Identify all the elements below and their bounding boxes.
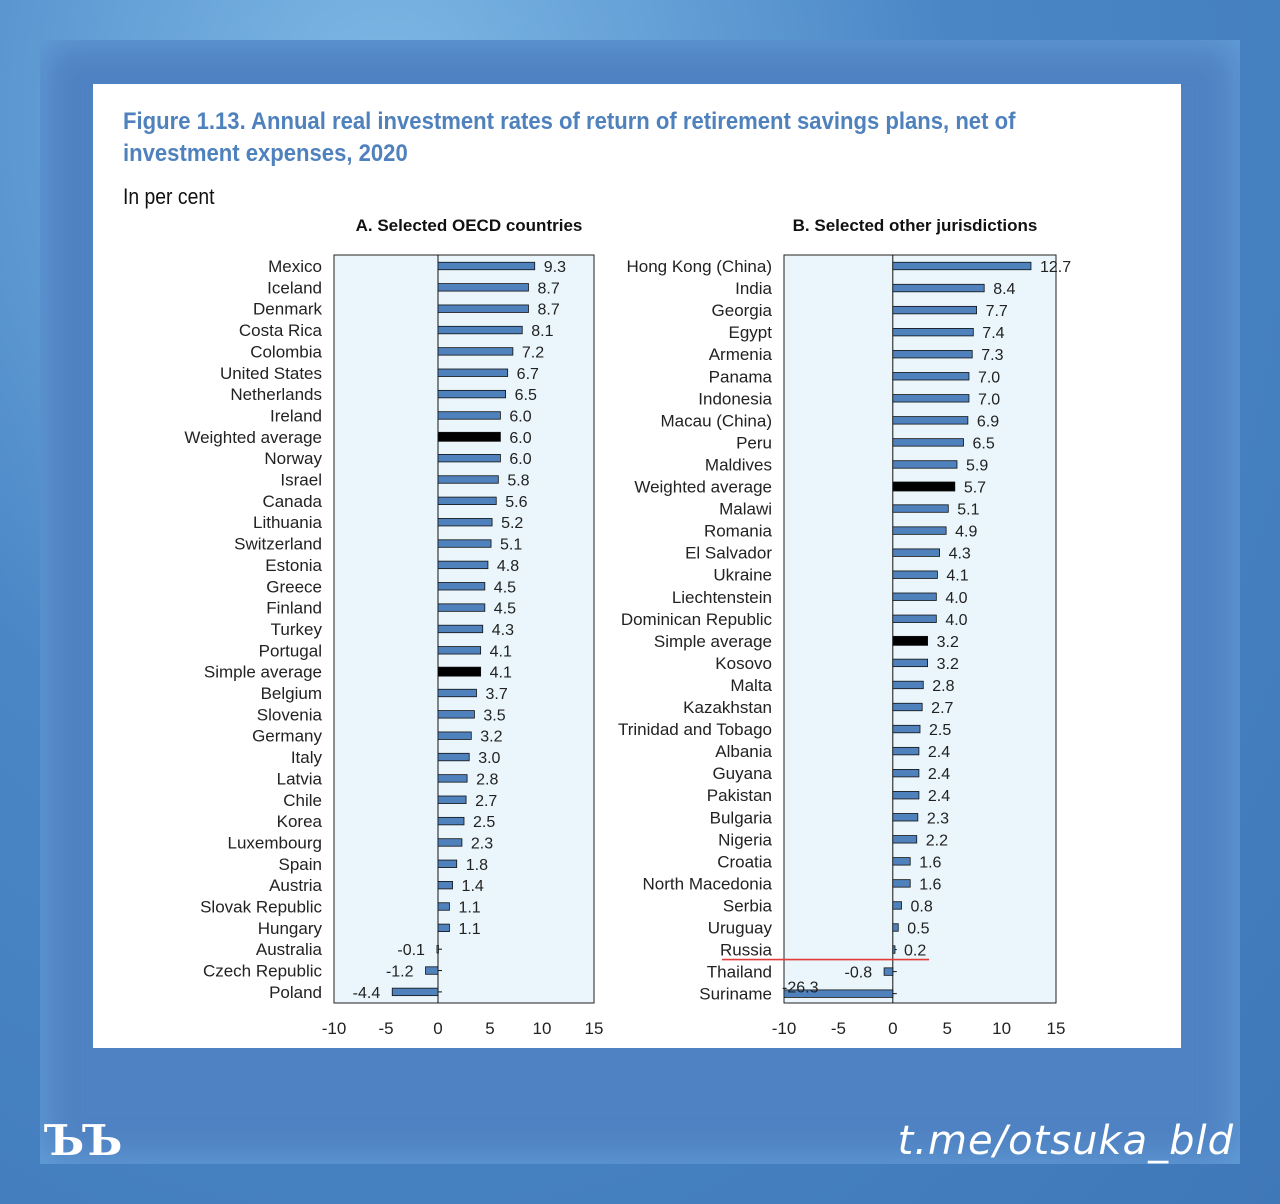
category-label-1-28: North Macedonia <box>642 874 772 894</box>
category-label-0-19: Simple average <box>203 662 322 682</box>
bar-0-16 <box>438 604 485 612</box>
value-label-0-2: 8.7 <box>537 301 560 319</box>
category-label-0-16: Finland <box>266 598 322 618</box>
bar-0-33 <box>426 967 438 975</box>
category-label-0-26: Korea <box>276 812 322 832</box>
value-label-1-4: 7.3 <box>981 347 1004 365</box>
value-label-1-10: 5.7 <box>963 479 987 497</box>
value-label-1-28: 1.6 <box>919 876 942 894</box>
value-label-0-22: 3.2 <box>480 728 503 746</box>
bar-1-4 <box>893 350 972 358</box>
value-label-1-24: 2.4 <box>927 788 951 806</box>
value-label-0-19: 4.1 <box>489 664 512 682</box>
bar-0-5 <box>438 369 508 377</box>
x-tick-label-0-0: -10 <box>321 1019 347 1038</box>
value-label-1-21: 2.5 <box>929 722 952 740</box>
category-label-0-33: Czech Republic <box>202 961 322 981</box>
value-label-1-15: 4.0 <box>945 589 968 607</box>
value-label-0-21: 3.5 <box>483 707 506 725</box>
bar-1-21 <box>893 725 920 733</box>
value-label-1-30: 0.5 <box>907 920 930 938</box>
bar-0-32 <box>437 945 439 953</box>
bar-1-29 <box>893 902 902 910</box>
bar-1-31 <box>893 946 895 954</box>
category-label-1-27: Croatia <box>717 852 772 872</box>
category-label-0-15: Greece <box>266 577 322 597</box>
category-label-1-20: Kazakhstan <box>683 698 772 717</box>
value-label-1-31: 0.2 <box>903 942 927 960</box>
panel-title-1: B. Selected other jurisdictions <box>792 216 1038 235</box>
value-label-0-1: 8.7 <box>537 280 560 298</box>
value-label-1-8: 6.5 <box>972 435 995 453</box>
category-label-1-3: Egypt <box>728 323 772 343</box>
bar-1-27 <box>893 858 910 866</box>
bar-0-18 <box>438 647 481 655</box>
category-label-1-6: Indonesia <box>698 389 772 409</box>
category-label-0-17: Turkey <box>270 619 322 639</box>
category-label-0-14: Estonia <box>265 555 322 575</box>
bar-0-24 <box>438 775 467 783</box>
bar-0-10 <box>438 476 498 484</box>
bar-0-0 <box>438 262 535 270</box>
category-label-1-33: Suriname <box>699 984 772 1004</box>
bar-1-9 <box>893 461 957 469</box>
bar-0-28 <box>438 860 457 868</box>
bar-0-12 <box>438 518 492 526</box>
value-label-0-17: 4.3 <box>491 621 514 639</box>
bar-0-26 <box>438 817 464 825</box>
category-label-1-7: Macau (China) <box>660 411 772 431</box>
value-label-1-7: 6.9 <box>976 413 1000 431</box>
category-label-1-22: Albania <box>715 742 772 762</box>
category-label-0-7: Ireland <box>270 406 322 426</box>
category-label-0-32: Australia <box>255 940 322 960</box>
bar-1-32 <box>884 968 893 976</box>
value-label-0-30: 1.1 <box>458 899 481 917</box>
category-label-1-29: Serbia <box>722 896 772 916</box>
category-label-1-9: Maldives <box>704 455 772 475</box>
category-label-0-2: Denmark <box>253 299 322 319</box>
bar-1-6 <box>893 395 969 403</box>
category-label-1-5: Panama <box>708 367 772 387</box>
value-label-1-20: 2.7 <box>931 700 954 717</box>
bar-1-0 <box>893 262 1031 270</box>
value-label-0-11: 5.6 <box>505 493 528 511</box>
value-label-0-20: 3.7 <box>485 686 508 703</box>
category-label-0-23: Italy <box>290 748 322 768</box>
bar-1-10 <box>893 482 955 491</box>
x-tick-label-1-0: -10 <box>771 1019 797 1038</box>
value-label-1-2: 7.7 <box>985 303 1008 321</box>
bar-0-4 <box>438 348 513 356</box>
bar-0-23 <box>438 753 469 761</box>
x-tick-label-0-4: 10 <box>532 1019 552 1038</box>
value-label-0-12: 5.2 <box>501 515 524 533</box>
value-label-0-0: 9.3 <box>543 259 566 276</box>
x-tick-label-0-3: 5 <box>485 1019 495 1038</box>
value-label-0-33: -1.2 <box>385 963 414 981</box>
bar-1-17 <box>893 636 928 645</box>
x-tick-label-1-5: 15 <box>1046 1019 1066 1038</box>
bar-0-6 <box>438 390 506 398</box>
category-label-1-15: Liechtenstein <box>671 587 772 607</box>
category-label-0-20: Belgium <box>260 684 322 703</box>
category-label-1-30: Uruguay <box>707 918 772 938</box>
value-label-1-23: 2.4 <box>927 766 951 784</box>
bar-1-19 <box>893 681 923 689</box>
value-label-0-9: 6.0 <box>509 451 532 469</box>
value-label-1-0: 12.7 <box>1039 259 1072 276</box>
value-label-0-13: 5.1 <box>500 536 523 554</box>
category-label-0-3: Costa Rica <box>238 321 322 341</box>
bar-1-23 <box>893 769 919 777</box>
bar-0-17 <box>438 625 483 633</box>
category-label-1-26: Nigeria <box>718 830 772 850</box>
category-label-0-6: Netherlands <box>230 385 322 405</box>
bar-1-25 <box>893 814 918 822</box>
bar-1-1 <box>893 284 984 292</box>
value-label-0-25: 2.7 <box>475 792 498 810</box>
value-label-1-22: 2.4 <box>927 744 951 762</box>
category-label-0-11: Canada <box>262 491 322 511</box>
value-label-1-29: 0.8 <box>910 898 933 916</box>
value-label-0-26: 2.5 <box>473 814 496 832</box>
category-label-0-13: Switzerland <box>234 534 322 554</box>
category-label-0-5: United States <box>219 363 322 383</box>
bar-0-19 <box>438 667 481 676</box>
value-label-1-19: 2.8 <box>932 677 955 695</box>
value-label-0-4: 7.2 <box>521 344 545 362</box>
category-label-0-24: Latvia <box>276 769 322 789</box>
bar-0-11 <box>438 497 496 505</box>
value-label-0-7: 6.0 <box>509 408 532 426</box>
value-label-0-23: 3.0 <box>478 750 501 768</box>
value-label-0-32: -0.1 <box>397 942 425 960</box>
category-label-0-30: Slovak Republic <box>200 897 322 917</box>
bar-1-18 <box>893 659 928 667</box>
value-label-1-18: 3.2 <box>936 655 959 673</box>
bar-1-5 <box>893 373 969 381</box>
bar-0-29 <box>438 881 453 889</box>
x-tick-label-1-3: 5 <box>942 1019 952 1038</box>
value-label-1-16: 4.0 <box>945 611 968 629</box>
bar-1-24 <box>893 791 919 799</box>
bar-1-7 <box>893 417 968 425</box>
value-label-0-15: 4.5 <box>493 579 517 597</box>
category-label-0-31: Hungary <box>257 918 322 938</box>
category-label-0-9: Norway <box>264 449 322 469</box>
category-label-1-25: Bulgaria <box>709 808 772 828</box>
value-label-0-24: 2.8 <box>476 771 499 789</box>
x-tick-label-1-1: -5 <box>830 1019 846 1038</box>
value-label-1-13: 4.3 <box>948 545 971 563</box>
bar-0-27 <box>438 839 462 847</box>
value-label-1-25: 2.3 <box>926 810 950 828</box>
category-label-1-11: Malawi <box>719 499 772 519</box>
bar-0-34 <box>392 988 438 996</box>
figure-subtitle: In per cent <box>123 184 215 209</box>
value-label-1-3: 7.4 <box>982 325 1005 343</box>
category-label-0-0: Mexico <box>268 257 322 276</box>
category-label-1-0: Hong Kong (China) <box>626 257 772 276</box>
bar-1-26 <box>893 836 917 844</box>
value-label-1-11: 5.1 <box>957 501 980 519</box>
value-label-0-18: 4.1 <box>489 643 512 661</box>
bar-1-30 <box>893 924 898 932</box>
value-label-0-16: 4.5 <box>493 600 517 618</box>
value-label-1-9: 5.9 <box>965 457 989 475</box>
category-label-1-21: Trinidad and Tobago <box>617 720 772 740</box>
bar-0-9 <box>438 454 500 462</box>
category-label-0-22: Germany <box>252 726 322 746</box>
category-label-1-12: Romania <box>703 521 772 541</box>
bar-1-8 <box>893 439 964 447</box>
category-label-0-29: Austria <box>269 876 322 896</box>
bar-1-12 <box>893 527 946 535</box>
category-label-1-14: Ukraine <box>713 565 772 585</box>
category-label-0-25: Chile <box>283 790 322 810</box>
category-label-1-19: Malta <box>730 675 772 695</box>
bar-0-25 <box>438 796 466 804</box>
bar-0-21 <box>438 711 474 719</box>
category-label-0-18: Portugal <box>258 641 322 661</box>
bar-1-20 <box>893 703 922 711</box>
value-label-0-3: 8.1 <box>531 323 554 341</box>
channel-link[interactable]: t.me/otsuka_bld <box>897 1118 1234 1164</box>
category-label-0-10: Israel <box>280 470 322 490</box>
panel-title-0: A. Selected OECD countries <box>355 216 583 235</box>
category-label-1-4: Armenia <box>708 345 772 365</box>
bar-0-30 <box>438 903 449 911</box>
category-label-0-27: Luxembourg <box>227 833 322 853</box>
category-label-1-13: El Salvador <box>685 543 772 563</box>
value-label-0-29: 1.4 <box>461 878 484 896</box>
category-label-0-28: Spain <box>278 854 322 874</box>
bar-0-15 <box>438 583 485 591</box>
bar-0-7 <box>438 412 500 420</box>
category-label-0-12: Lithuania <box>252 513 322 533</box>
value-label-1-17: 3.2 <box>936 633 959 651</box>
bar-0-31 <box>438 924 449 932</box>
category-label-0-1: Iceland <box>267 278 322 298</box>
bar-0-1 <box>438 284 528 292</box>
category-label-1-31: Russia <box>720 940 772 960</box>
bar-0-3 <box>438 326 522 334</box>
category-label-0-8: Weighted average <box>184 427 322 447</box>
value-label-1-5: 7.0 <box>977 369 1001 387</box>
value-label-0-6: 6.5 <box>514 387 537 405</box>
value-label-1-26: 2.2 <box>925 832 948 850</box>
value-label-1-1: 8.4 <box>993 281 1016 299</box>
value-label-0-10: 5.8 <box>507 472 530 490</box>
category-label-1-2: Georgia <box>711 301 772 321</box>
category-label-1-18: Kosovo <box>715 653 772 673</box>
x-tick-label-1-2: 0 <box>888 1019 898 1038</box>
category-label-1-23: Guyana <box>712 764 772 784</box>
channel-logo: ЪЪ <box>44 1116 121 1165</box>
bar-0-20 <box>438 689 476 697</box>
category-label-0-4: Colombia <box>250 342 322 362</box>
category-label-0-34: Poland <box>269 982 322 1002</box>
value-label-0-34: -4.4 <box>352 984 381 1002</box>
category-label-0-21: Slovenia <box>256 705 322 725</box>
value-label-0-14: 4.8 <box>496 557 520 575</box>
category-label-1-24: Pakistan <box>706 786 772 806</box>
bar-0-8 <box>438 432 500 441</box>
bar-0-14 <box>438 561 488 569</box>
bar-1-15 <box>893 593 937 601</box>
bar-1-13 <box>893 549 940 557</box>
value-label-1-27: 1.6 <box>919 854 942 872</box>
category-label-1-10: Weighted average <box>634 477 772 497</box>
x-tick-label-0-2: 0 <box>433 1019 443 1038</box>
bar-1-22 <box>893 747 919 755</box>
x-tick-label-0-5: 15 <box>584 1019 604 1038</box>
bar-0-2 <box>438 305 528 313</box>
bar-1-16 <box>893 615 937 623</box>
value-label-1-33: -26.3 <box>782 979 819 997</box>
value-label-0-28: 1.8 <box>465 856 488 874</box>
category-label-1-1: India <box>735 279 772 299</box>
bar-1-2 <box>893 306 977 314</box>
bar-1-3 <box>893 328 974 336</box>
category-label-1-8: Peru <box>736 433 772 453</box>
bar-1-28 <box>893 880 910 888</box>
value-label-1-14: 4.1 <box>946 567 969 585</box>
category-label-1-32: Thailand <box>706 962 772 982</box>
value-label-1-32: -0.8 <box>844 964 873 982</box>
bar-1-14 <box>893 571 938 579</box>
value-label-0-5: 6.7 <box>516 365 539 383</box>
bar-0-13 <box>438 540 491 548</box>
value-label-0-8: 6.0 <box>509 429 532 447</box>
value-label-1-12: 4.9 <box>955 523 978 541</box>
category-label-1-17: Simple average <box>653 631 772 651</box>
value-label-0-31: 1.1 <box>458 920 481 938</box>
value-label-0-27: 2.3 <box>470 835 494 853</box>
bar-1-11 <box>893 505 948 513</box>
bar-0-22 <box>438 732 471 740</box>
figure-title: Figure 1.13. Annual real investment rates of return of retirement savings plans, net of investment expenses, 2020 <box>123 108 1016 167</box>
category-label-1-16: Dominican Republic <box>620 609 772 629</box>
x-tick-label-1-4: 10 <box>992 1019 1012 1038</box>
x-tick-label-0-1: -5 <box>378 1019 394 1038</box>
value-label-1-6: 7.0 <box>977 391 1001 409</box>
